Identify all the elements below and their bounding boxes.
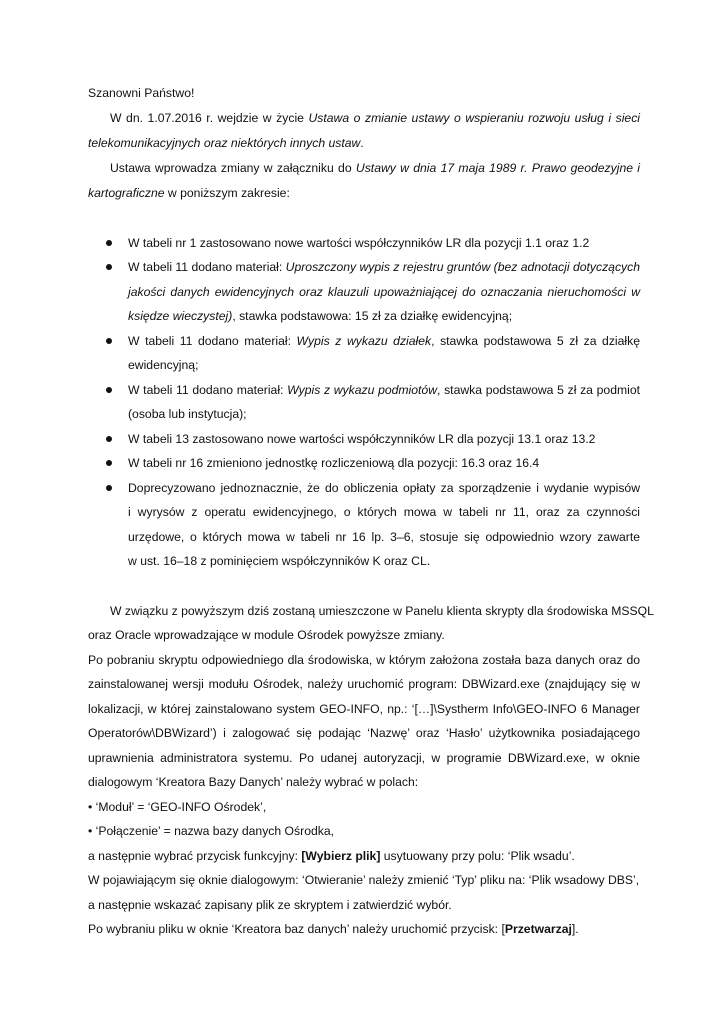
bullet-icon xyxy=(106,387,112,393)
act-title: Ustawa o zmianie ustawy o wspieraniu rozwoju usług i sieci xyxy=(308,111,641,125)
material-name: księdze wieczystej) xyxy=(128,309,233,323)
material-name: Wypis z wykazu działek xyxy=(296,334,432,348)
text-run: W dn. 1.07.2016 r. wejdzie w życie xyxy=(110,111,309,125)
bullet-icon xyxy=(106,436,112,442)
material-name: Uproszczony wypis z rejestru gruntów (bez adnotacji dotyczących xyxy=(285,260,641,274)
text-run: . xyxy=(360,136,364,150)
list-item xyxy=(128,480,640,496)
paragraph-line xyxy=(88,848,640,864)
paragraph-line xyxy=(88,676,640,692)
list-item-line xyxy=(128,308,640,324)
text-run: a następnie wskazać zapisany plik ze skryptem i zatwierdzić wybór. xyxy=(88,898,452,912)
text-run: W tabeli nr 16 zmieniono jednostkę rozliczeniową dla pozycji: 16.3 oraz 16.4 xyxy=(128,456,540,470)
paragraph-line xyxy=(88,921,640,937)
paragraph-line xyxy=(88,799,640,815)
text-run: ewidencyjną; xyxy=(128,358,199,372)
list-item-line xyxy=(128,284,640,300)
text-run: dialogowym ‘Kreatora Bazy Danych’ należy wybrać w polach: xyxy=(88,775,419,789)
paragraph-line xyxy=(88,823,640,839)
text-run: zainstalowanej wersji modułu Ośrodek, należy uruchomić program: DBWizard.exe (znajdujący się w xyxy=(88,677,640,691)
text-run: W tabeli 11 dodano materiał: xyxy=(128,383,288,397)
paragraph-line xyxy=(88,897,640,913)
text-run: w poniższym zakresie: xyxy=(164,186,290,200)
text-run: , stawka podstawowa 5 zł za działkę xyxy=(431,334,640,348)
text-run: i wyrysów z operatu ewidencyjnego, o których mowa w tabeli nr 11, oraz za czynności xyxy=(128,505,640,519)
text-run: W pojawiającym się oknie dialogowym: ‘Otwieranie’ należy zmienić ‘Typ’ pliku na: ‘Plik wsadowy DBS’, xyxy=(88,873,640,887)
text-run: a następnie wybrać przycisk funkcyjny: xyxy=(88,849,302,863)
paragraph-line xyxy=(88,110,640,126)
paragraph-line xyxy=(88,160,640,176)
paragraph-line xyxy=(88,652,640,668)
text-run: lokalizacji, w której zainstalowano system GEO-INFO, np.: ‘[…]\Systherm Info\GEO-INFO 6 Manager xyxy=(88,702,640,716)
text-run: Doprecyzowano jednoznacznie, że do obliczenia opłaty za sporządzenie i wydanie wypisów xyxy=(128,481,640,495)
text-run: uprawnienia administratora systemu. Po udanej autoryzacji, w programie DBWizard.exe, w oknie xyxy=(88,751,640,765)
text-run: W tabeli 13 zastosowano nowe wartości współczynników LR dla pozycji 13.1 oraz 13.2 xyxy=(128,432,596,446)
paragraph-line xyxy=(88,603,654,619)
button-reference: [Wybierz plik] xyxy=(301,849,381,863)
text-run: , stawka podstawowa 5 zł za podmiot xyxy=(437,383,640,397)
list-item xyxy=(128,235,640,251)
text-run: Ustawa wprowadza zmiany w załączniku do xyxy=(110,161,356,175)
text-run: ]. xyxy=(571,922,579,936)
bullet-icon xyxy=(106,338,112,344)
material-name: Wypis z wykazu podmiotów xyxy=(287,383,438,397)
list-item xyxy=(128,455,640,471)
list-item xyxy=(128,382,640,398)
list-item-line xyxy=(128,406,640,422)
act-title: Ustawy w dnia 17 maja 1989 r. Prawo geodezyjne i xyxy=(355,161,640,175)
paragraph-line xyxy=(88,701,640,717)
bullet-icon xyxy=(106,240,112,246)
list-item-line xyxy=(128,357,640,373)
paragraph-line xyxy=(88,627,640,643)
text-run: Po pobraniu skryptu odpowiedniego dla środowiska, w którym założona została baza danych oraz do xyxy=(88,653,640,667)
act-title: kartograficzne xyxy=(88,186,165,200)
list-item xyxy=(128,333,640,349)
text-run: w ust. 16–18 z pominięciem współczynników K oraz CL. xyxy=(128,554,431,568)
list-item-line xyxy=(128,504,640,520)
button-reference: Przetwarzaj xyxy=(504,922,572,936)
text-run: • ‘Połączenie’ = nazwa bazy danych Ośrodka, xyxy=(88,824,335,838)
paragraph-line xyxy=(88,750,640,766)
text-run: , stawka podstawowa: 15 zł za działkę ewidencyjną; xyxy=(232,309,513,323)
text-run: [ xyxy=(501,922,505,936)
bullet-icon xyxy=(106,460,112,466)
paragraph-line xyxy=(88,725,640,741)
text-run: Operatorów\DBWizard’) i zalogować się podając ‘Nazwę’ oraz ‘Hasło’ użytkownika posiadającego xyxy=(88,726,640,740)
greeting: Szanowni Państwo! xyxy=(88,86,195,100)
bullet-icon xyxy=(106,485,112,491)
text-run: W tabeli nr 1 zastosowano nowe wartości współczynników LR dla pozycji 1.1 oraz 1.2 xyxy=(128,236,590,250)
text-run: usytuowany przy polu: ‘Plik wsadu’. xyxy=(380,849,575,863)
paragraph-line xyxy=(88,185,640,201)
text-run: urzędowe, o których mowa w tabeli nr 16 lp. 3–6, stosuje się odpowiednio wzory zawarte xyxy=(128,530,640,544)
paragraph-line xyxy=(88,135,640,151)
text-run: Po wybraniu pliku w oknie ‘Kreatora baz danych’ należy uruchomić przycisk: xyxy=(88,922,502,936)
text-run: (osoba lub instytucja); xyxy=(128,407,247,421)
list-item xyxy=(128,259,640,275)
list-item-line xyxy=(128,529,640,545)
act-title: telekomunikacyjnych oraz niektórych innych ustaw xyxy=(88,136,361,150)
bullet-icon xyxy=(106,264,112,270)
text-run: oraz Oracle wprowadzające w module Ośrodek powyższe zmiany. xyxy=(88,628,445,642)
list-item-line xyxy=(128,553,640,569)
text-run: W tabeli 11 dodano materiał: xyxy=(128,260,286,274)
paragraph-line xyxy=(88,774,640,790)
text-run: • ‘Moduł’ = ‘GEO-INFO Ośrodek’, xyxy=(88,800,267,814)
list-item xyxy=(128,431,640,447)
paragraph-line xyxy=(88,872,640,888)
text-run: W tabeli 11 dodano materiał: xyxy=(128,334,297,348)
text-run: W związku z powyższym dziś zostaną umieszczone w Panelu klienta skrypty dla środowiska MSSQL xyxy=(110,604,654,618)
material-name: jakości danych ewidencyjnych oraz klauzuli upoważniającej do oznaczania nieruchomości w xyxy=(128,285,640,299)
